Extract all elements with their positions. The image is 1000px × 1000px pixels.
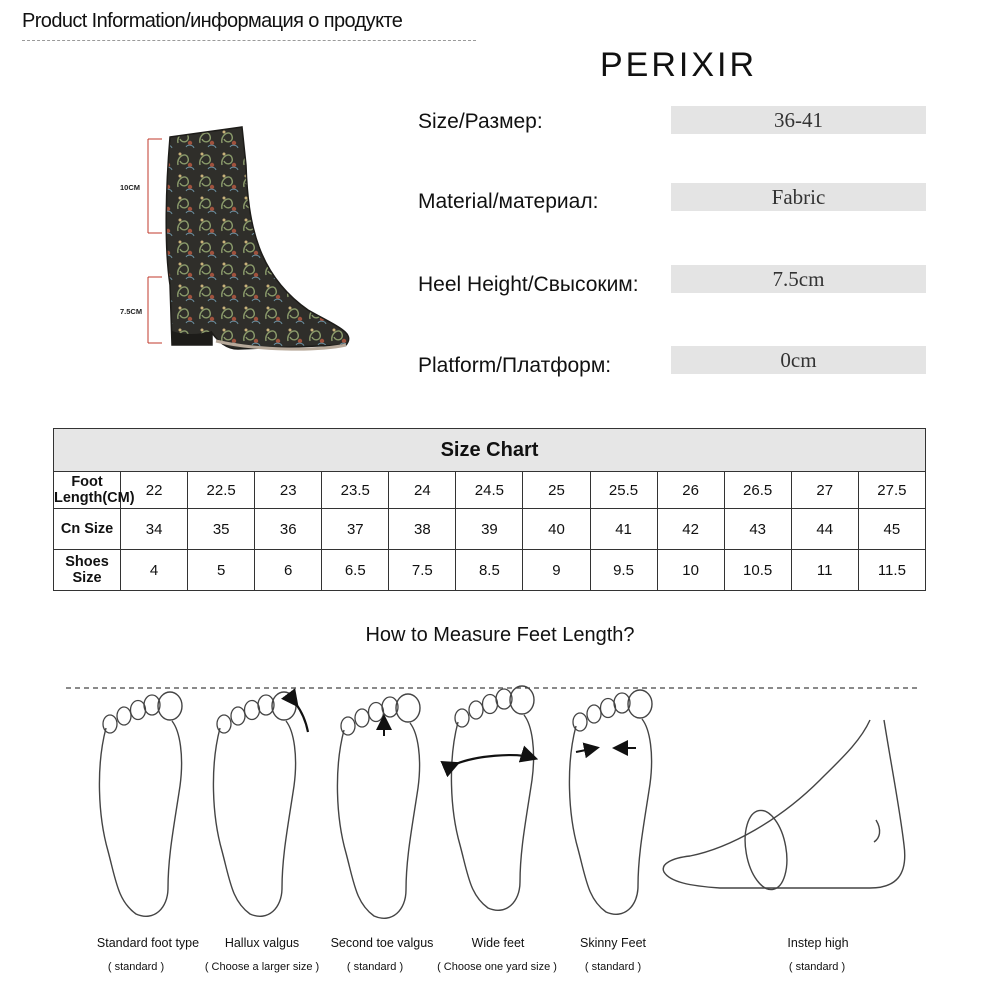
table-cell: 45 (858, 509, 925, 550)
table-cell: 24.5 (456, 472, 523, 509)
size-chart-table (53, 428, 926, 591)
foot-caption-hallux-valgus: Hallux valgus (224, 936, 300, 950)
table-cell: 10.5 (724, 550, 791, 591)
table-cell: 8.5 (456, 550, 523, 591)
foot-caption-instep-high: Instep high (787, 936, 849, 950)
table-cell: 6 (255, 550, 322, 591)
table-cell: 22 (121, 472, 188, 509)
table-cell: 39 (456, 509, 523, 550)
foot-instep-high (663, 720, 905, 893)
table-cell: 9 (523, 550, 590, 591)
spec-label-size: Size/Размер: (418, 110, 543, 133)
foot-caption-standard: Standard foot type (96, 936, 200, 950)
foot-note-second-toe: ( standard ) (346, 961, 404, 973)
header-title: Product Information/информация о продукте (22, 10, 403, 32)
table-cell: 6.5 (322, 550, 389, 591)
table-row-shoes-size (54, 550, 926, 591)
table-cell: 10 (657, 550, 724, 591)
table-cell: 26 (657, 472, 724, 509)
header-divider (22, 40, 476, 41)
table-cell: 40 (523, 509, 590, 550)
shaft-height-label: 10CM (120, 183, 141, 192)
table-row-foot-length (54, 472, 926, 509)
wide-arrow (456, 755, 534, 764)
foot-hallux-valgus (213, 692, 296, 916)
table-cell: 36 (255, 509, 322, 550)
spec-label-platform: Platform/Платформ: (418, 354, 612, 377)
table-cell: 24 (389, 472, 456, 509)
foot-caption-second-toe: Second toe valgus (330, 936, 434, 950)
table-cell: 41 (590, 509, 657, 550)
table-cell: 11 (791, 550, 858, 591)
brand-name: PERIXIR (600, 46, 758, 84)
table-cell: 11.5 (858, 550, 925, 591)
table-cell: 22.5 (188, 472, 255, 509)
skinny-arrow-left (576, 748, 596, 752)
table-cell: 5 (188, 550, 255, 591)
table-cell: 27.5 (858, 472, 925, 509)
table-cell: 9.5 (590, 550, 657, 591)
hallux-arrow (296, 704, 308, 732)
table-cell: 27 (791, 472, 858, 509)
row-header: Cn Size (54, 509, 121, 550)
feet-illustrations (0, 660, 1000, 930)
table-cell: 44 (791, 509, 858, 550)
table-cell: 23.5 (322, 472, 389, 509)
row-header: Foot Length(CM) (54, 472, 121, 509)
dimension-lines (148, 139, 162, 343)
table-cell: 25.5 (590, 472, 657, 509)
table-cell: 43 (724, 509, 791, 550)
table-cell: 37 (322, 509, 389, 550)
heel-height-label: 7.5CM (120, 307, 143, 316)
table-row-cn-size (54, 509, 926, 550)
foot-skinny (569, 690, 652, 914)
spec-value-material: Fabric (671, 183, 926, 211)
table-cell: 7.5 (389, 550, 456, 591)
table-cell: 26.5 (724, 472, 791, 509)
spec-value-size: 36-41 (671, 106, 926, 134)
table-cell: 38 (389, 509, 456, 550)
foot-caption-wide: Wide feet (471, 936, 525, 950)
foot-caption-skinny: Skinny Feet (579, 936, 647, 950)
spec-label-heel-height: Heel Height/Свысоким: (418, 273, 639, 296)
foot-note-wide: ( Choose one yard size ) (437, 961, 557, 973)
boot-image (108, 105, 368, 365)
foot-note-standard: ( standard ) (107, 961, 165, 973)
foot-second-toe (337, 694, 420, 918)
row-header: Shoes Size (54, 550, 121, 591)
table-cell: 23 (255, 472, 322, 509)
table-cell: 4 (121, 550, 188, 591)
foot-note-hallux-valgus: ( Choose a larger size ) (204, 961, 320, 973)
foot-standard (99, 692, 182, 916)
foot-note-skinny: ( standard ) (584, 961, 642, 973)
spec-label-material: Material/материал: (418, 190, 599, 213)
table-cell: 35 (188, 509, 255, 550)
table-cell: 34 (121, 509, 188, 550)
boot-illustration (108, 105, 368, 365)
size-chart-title: Size Chart (54, 429, 926, 472)
table-cell: 42 (657, 509, 724, 550)
spec-value-platform: 0cm (671, 346, 926, 374)
foot-note-instep-high: ( standard ) (788, 961, 846, 973)
measure-title: How to Measure Feet Length? (365, 624, 635, 646)
spec-value-heel-height: 7.5cm (671, 265, 926, 293)
table-cell: 25 (523, 472, 590, 509)
foot-wide (451, 686, 534, 910)
